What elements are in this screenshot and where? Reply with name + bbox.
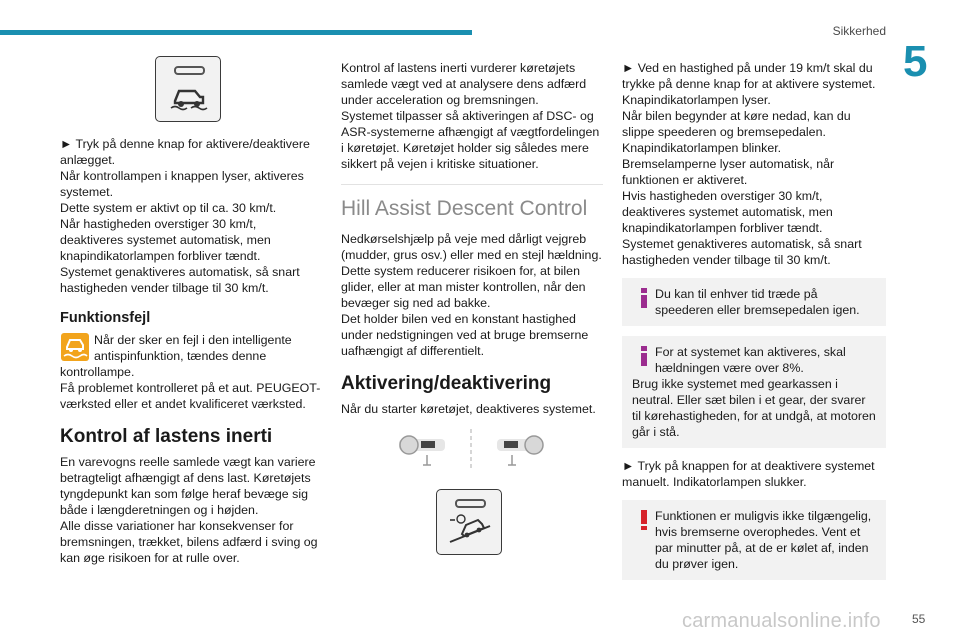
antispin-button-icon <box>155 56 221 122</box>
column-1 <box>60 56 322 566</box>
paragraph: Få problemet kontrolleret på et aut. PEUGEOT-værksted eller et andet kvalificeret værksted. <box>60 381 321 411</box>
indicator-led-icon <box>455 499 486 508</box>
paragraph: Systemet tilpasser så aktiveringen af DSC- og ASR-systemerne afhængigt af vægtfordelingen i køretøjet. Køretøjet holder sig således mere sikkert på vejen i kritiske situationer. <box>341 109 600 171</box>
page-number: 55 <box>912 612 926 626</box>
info-note <box>622 278 886 326</box>
hadc-instructions <box>622 60 886 268</box>
paragraph: Dette system er aktivt op til ca. 30 km/t. <box>60 201 277 215</box>
hill-descent-icon <box>448 512 492 544</box>
indicator-led-icon <box>174 66 205 75</box>
paragraph: Kontrol af lastens inerti vurderer køretøjets samlede vægt ved at analysere dens adfærd under acceleration og bremsningen. <box>341 61 587 107</box>
hadc-text <box>341 231 603 359</box>
paragraph: Systemet genaktiveres automatisk, så snart hastigheden vender tilbage til 30 km/t. <box>60 265 300 295</box>
note-text: Brug ikke systemet med gearkassen i neutral. Eller sæt bilen i et gear, der svarer til kørehastigheden, for at undgå, at motoren går i stå. <box>632 377 876 439</box>
section-heading: Funktionsfejl <box>60 310 151 326</box>
section-heading: Hill Assist Descent Control <box>341 197 588 220</box>
paragraph: Knapindikatorlampen blinker. <box>622 141 782 155</box>
paragraph: Systemet genaktiveres automatisk, så snart hastigheden vender tilbage til 30 km/t. <box>622 237 862 267</box>
section-title: Sikkerhed <box>832 24 886 38</box>
paragraph: Når bilen begynder at køre nedad, kan du slippe speederen og bremsepedalen. <box>622 109 851 139</box>
paragraph: Alle disse variationer har konsekvenser for bremsningen, trækket, bilens adfærd i sving og kan øge risikoen for at rulle over. <box>60 519 318 565</box>
paragraph: Når hastigheden overstiger 30 km/t, deaktiveres systemet automatisk, men knapindikatorlampen forbliver tændt. <box>60 217 271 263</box>
fault-block <box>60 332 322 412</box>
paragraph: ► Tryk på knappen for at deaktivere systemet manuelt. Indikatorlampen slukker. <box>622 459 875 489</box>
antispin-instructions <box>60 136 322 296</box>
steering-wheel-icon <box>389 429 589 473</box>
paragraph: Knapindikatorlampen lyser. <box>622 93 771 107</box>
antispin-warning-icon <box>60 332 90 362</box>
ignition-illustration <box>341 429 603 479</box>
load-inertia-text <box>60 454 322 566</box>
paragraph: Nedkørselshjælp på veje med dårligt vejgreb (mudder, grus osv.) eller med en stejl hældning. Dette system reducerer risikoen for, at bilen glider, eller at man mister kontrollen, når den bevæger sig ned ad bakke. <box>341 232 602 310</box>
paragraph: Når kontrollampen i knappen lyser, aktiveres systemet. <box>60 169 304 199</box>
paragraph: Når du starter køretøjet, deaktiveres systemet. <box>341 402 596 416</box>
car-skid-icon <box>169 81 209 111</box>
warning-note <box>622 500 886 580</box>
header-bar <box>0 30 472 35</box>
hadc-button-icon <box>436 489 502 555</box>
note-text: Funktionen er muligvis ikke tilgængelig, hvis bremserne overophedes. Vent et par minutter på, at de er kølet af, inden du prøver igen. <box>655 509 872 571</box>
note-text: For at systemet kan aktiveres, skal hældningen være over 8%. <box>655 345 846 375</box>
info-icon <box>634 287 654 309</box>
paragraph: Det holder bilen ved en konstant hastighed under nedstigningen ved at bruge bremserne uafhængigt af differentielt. <box>341 312 589 358</box>
paragraph: En varevogns reelle samlede vægt kan variere betragteligt afhængigt af dens last. Køretøjets tyngdepunkt kan som følge heraf bevæge sig både i længderetningen og i højden. <box>60 455 316 517</box>
paragraph: Hvis hastigheden overstiger 30 km/t, deaktiveres systemet automatisk, men knapindikatorlampen forbliver tændt. <box>622 189 833 235</box>
chapter-number: 5 <box>903 37 928 86</box>
paragraph: Når der sker en fejl i den intelligente antispinfunktion, tændes denne kontrollampe. <box>60 333 292 379</box>
watermark: carmanualsonline.info <box>682 610 881 632</box>
note-text: Du kan til enhver tid træde på speederen eller bremsepedalen igen. <box>655 287 860 317</box>
paragraph: ► Ved en hastighed på under 19 km/t skal du trykke på denne knap for at aktivere systemet. <box>622 61 876 91</box>
section-heading: Aktivering/deaktivering <box>341 373 552 394</box>
info-note <box>622 336 886 448</box>
column-2 <box>341 60 603 555</box>
column-3 <box>622 60 886 580</box>
paragraph: ► Tryk på denne knap for aktivere/deaktivere anlægget. <box>60 137 310 167</box>
warning-exclamation-icon <box>634 509 654 531</box>
paragraph: Bremselamperne lyser automatisk, når funktionen er aktiveret. <box>622 157 835 187</box>
section-heading: Kontrol af lastens inerti <box>60 426 273 447</box>
hadc-section <box>341 184 603 221</box>
info-icon <box>634 345 654 367</box>
